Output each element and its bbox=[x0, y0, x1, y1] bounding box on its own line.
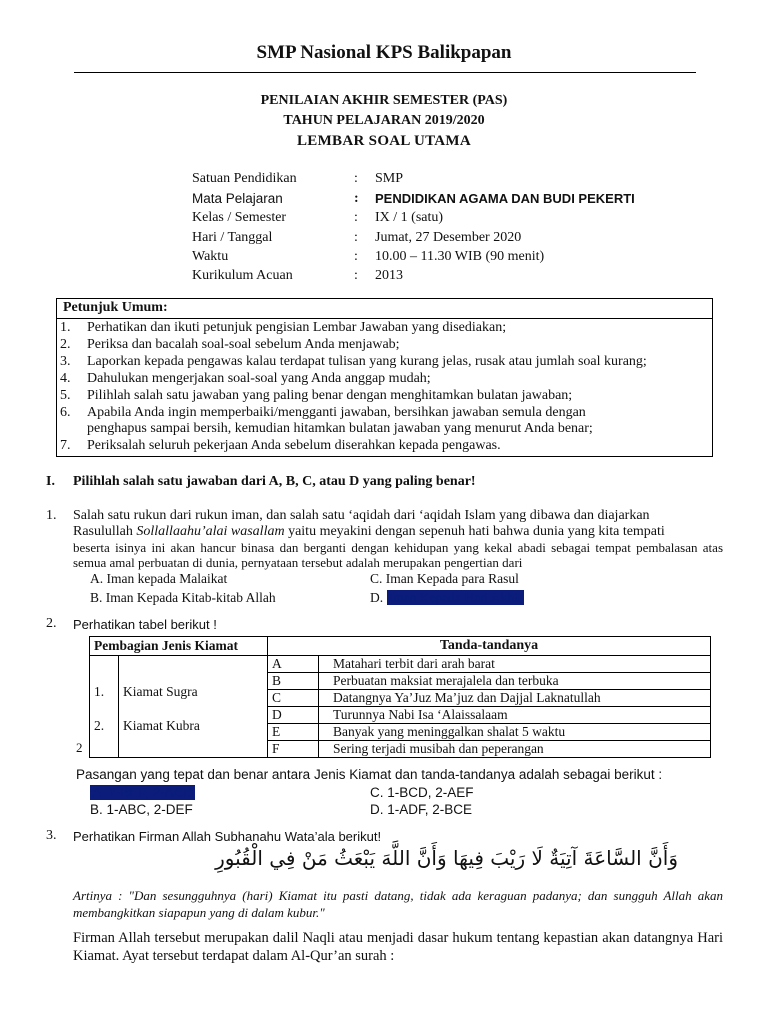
option-a[interactable]: A. Iman kepada Malaikat bbox=[90, 571, 228, 586]
question-text-line bbox=[73, 524, 665, 540]
header-rule bbox=[74, 72, 696, 73]
kiamat-table bbox=[89, 636, 711, 758]
arabic-verse: وَأَنَّ السَّاعَةَ آتِيَةٌ لَا رَيْبَ فِيهَا وَأَنَّ اللَّهَ يَبْعَثُ مَنْ فِي الْقُبُورِ bbox=[215, 846, 678, 870]
table-header-cell: Pembagian Jenis Kiamat bbox=[90, 637, 268, 656]
option-b[interactable]: B. Iman Kepada Kitab-kitab Allah bbox=[90, 590, 276, 605]
info-label: Kelas / Semester bbox=[192, 210, 287, 225]
instruction-number: 7. bbox=[60, 438, 71, 453]
instruction-text: Periksalah seluruh pekerjaan Anda sebelum diserahkan kepada pengawas. bbox=[87, 438, 501, 453]
instruction-text: Dahulukan mengerjakan soal-soal yang Anda anggap mudah; bbox=[87, 371, 431, 386]
table-header-cell: Tanda-tandanya bbox=[268, 637, 711, 656]
sign-letter: C bbox=[268, 690, 319, 707]
kiamat-name: Kiamat Sugra bbox=[123, 684, 198, 699]
info-value: 2013 bbox=[375, 268, 403, 283]
instruction-number: 4. bbox=[60, 371, 71, 386]
info-label: Kurikulum Acuan bbox=[192, 268, 293, 283]
option-d-highlighted-answer: Iman Kepada Hari Akhir bbox=[388, 590, 523, 605]
kiamat-number: 1. bbox=[94, 684, 105, 699]
sign-letter: D bbox=[268, 707, 319, 724]
instruction-text: Periksa dan bacalah soal-soal sebelum Anda menjawab; bbox=[87, 337, 400, 352]
sign-letter: A bbox=[268, 656, 319, 673]
sign-letter: B bbox=[268, 673, 319, 690]
question-body: Firman Allah tersebut merupakan dalil Naqli atau menjadi dasar hukum tentang kepastian akan datangnya Hari Kiamat. Ayat tersebut terdapat dalam Al-Qur’an surah : bbox=[73, 930, 723, 964]
stray-number: 2 bbox=[76, 740, 83, 755]
instruction-text: Perhatikan dan ikuti petunjuk pengisian Lembar Jawaban yang disediakan; bbox=[87, 320, 507, 335]
info-value: PENDIDIKAN AGAMA DAN BUDI PEKERTI bbox=[375, 191, 635, 206]
info-colon: : bbox=[354, 230, 358, 245]
option-b[interactable]: B. 1-ABC, 2-DEF bbox=[90, 802, 193, 817]
instruction-number: 2. bbox=[60, 337, 71, 352]
info-value: IX / 1 (satu) bbox=[375, 210, 444, 225]
option-d[interactable]: D. 1-ADF, 2-BCE bbox=[370, 802, 473, 817]
question-text: beserta isinya ini akan hancur binasa dan berganti dengan kehidupan yang kekal abadi sebagai tempat pembalasan atas semua amal perbuatan di dunia, pernyataan tersebut adalah merupakan pengertian dari bbox=[73, 540, 723, 570]
sign-text: Banyak yang meninggalkan shalat 5 waktu bbox=[319, 724, 711, 741]
question-text: Pasangan yang tepat dan benar antara Jenis Kiamat dan tanda-tandanya adalah sebagai berikut : bbox=[76, 767, 663, 782]
info-colon: : bbox=[354, 249, 358, 264]
info-label: Waktu bbox=[192, 249, 229, 264]
info-value: SMP bbox=[375, 171, 404, 186]
instructions-title: Petunjuk Umum: bbox=[63, 300, 168, 315]
school-name: SMP Nasional KPS Balikpapan bbox=[256, 42, 512, 63]
info-value: Jumat, 27 Desember 2020 bbox=[375, 230, 522, 245]
question-number: 3. bbox=[46, 828, 57, 843]
kiamat-number: 2. bbox=[94, 718, 105, 733]
sign-text: Sering terjadi musibah dan peperangan bbox=[319, 741, 711, 758]
table-row bbox=[90, 656, 711, 673]
question-number: 2. bbox=[46, 616, 57, 631]
sign-text: Matahari terbit dari arah barat bbox=[319, 656, 711, 673]
table-header-row bbox=[90, 637, 711, 656]
instruction-number: 6. bbox=[60, 405, 71, 420]
sign-text: Perbuatan maksiat merajalela dan terbuka bbox=[319, 673, 711, 690]
instruction-number: 5. bbox=[60, 388, 71, 403]
info-colon: : bbox=[354, 210, 358, 225]
kiamat-name-col bbox=[119, 656, 268, 758]
option-a[interactable] bbox=[90, 785, 195, 800]
sign-text: Datangnya Ya’Juz Ma’juz dan Dajjal Laknatullah bbox=[319, 690, 711, 707]
question-text: Salah satu rukun dari rukun iman, dan salah satu ‘aqidah dari ‘aqidah Islam yang dibawa dan diajarkan bbox=[73, 508, 650, 523]
sign-letter: E bbox=[268, 724, 319, 741]
info-label: Satuan Pendidikan bbox=[192, 171, 297, 186]
sign-text: Turunnya Nabi Isa ‘Alaissalaam bbox=[319, 707, 711, 724]
info-label: Mata Pelajaran bbox=[192, 191, 283, 206]
option-d-letter: D. bbox=[370, 590, 384, 605]
info-colon: : bbox=[354, 191, 359, 206]
question-text-part: Rasulullah bbox=[73, 524, 137, 539]
question-text-part: yaitu meyakini dengan sepenuh hati bahwa dunia yang kita tempati bbox=[284, 524, 665, 539]
info-value: 10.00 – 11.30 WIB (90 menit) bbox=[375, 249, 545, 264]
option-a-highlighted-answer: A. 1-BEF, 2-ACD bbox=[92, 785, 194, 800]
verse-translation: Artinya : "Dan sesungguhnya (hari) Kiamat itu pasti datang, tidak ada keraguan padanya; dan sungguh Allah akan membangkitkan siapapun yang di dalam kubur." bbox=[73, 888, 723, 920]
question-number: 1. bbox=[46, 508, 57, 523]
academic-year: TAHUN PELAJARAN 2019/2020 bbox=[283, 113, 485, 128]
info-colon: : bbox=[354, 171, 358, 186]
question-prompt: Perhatikan Firman Allah Subhanahu Wata’ala berikut! bbox=[73, 829, 382, 844]
instruction-text: Apabila Anda ingin memperbaiki/mengganti jawaban, bersihkan jawaban semula dengan bbox=[87, 405, 586, 420]
kiamat-name: Kiamat Kubra bbox=[123, 718, 200, 733]
question-text-italic: Sollallaahu’alai wasallam bbox=[136, 524, 285, 539]
instruction-text: Pilihlah salah satu jawaban yang paling benar dengan menghitamkan bulatan jawaban; bbox=[87, 388, 573, 403]
instructions-title-row bbox=[57, 299, 712, 319]
sign-letter: F bbox=[268, 741, 319, 758]
question-prompt: Perhatikan tabel berikut ! bbox=[73, 617, 217, 632]
info-colon: : bbox=[354, 268, 358, 283]
exam-title: PENILAIAN AKHIR SEMESTER (PAS) bbox=[260, 93, 508, 108]
option-c[interactable]: C. Iman Kepada para Rasul bbox=[370, 571, 519, 586]
instructions-box bbox=[56, 298, 713, 457]
instruction-text-continued: penghapus sampai bersih, kemudian hitamkan bulatan jawaban yang menurut Anda benar; bbox=[87, 421, 593, 436]
option-d[interactable] bbox=[370, 590, 524, 606]
instruction-number: 1. bbox=[60, 320, 71, 335]
instruction-number: 3. bbox=[60, 354, 71, 369]
section-number: I. bbox=[46, 474, 55, 489]
sheet-title: LEMBAR SOAL UTAMA bbox=[296, 133, 471, 149]
kiamat-number-col bbox=[90, 656, 119, 758]
section-title: Pilihlah salah satu jawaban dari A, B, C, atau D yang paling benar! bbox=[73, 474, 476, 489]
info-label: Hari / Tanggal bbox=[192, 230, 273, 245]
instruction-text: Laporkan kepada pengawas kalau terdapat tulisan yang kurang jelas, rusak atau jumlah soal kurang; bbox=[87, 354, 647, 369]
option-c[interactable]: C. 1-BCD, 2-AEF bbox=[370, 785, 474, 800]
